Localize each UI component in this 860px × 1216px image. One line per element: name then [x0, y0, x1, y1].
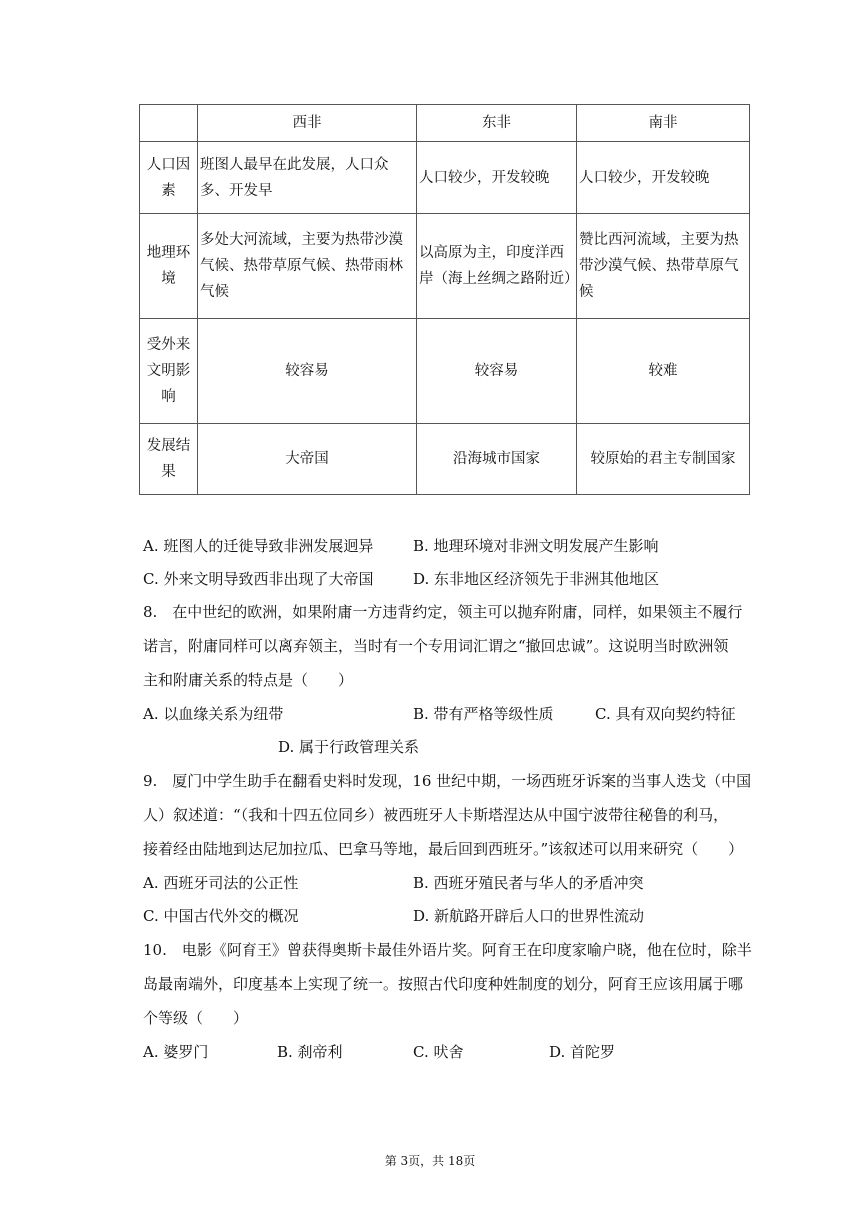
table-row	[140, 319, 750, 424]
table-row	[140, 214, 750, 319]
table-cell: 较容易	[198, 319, 417, 424]
table-header-cell: 南非	[577, 105, 750, 142]
table-row	[140, 142, 750, 214]
q9-stem-line: 接着经由陆地到达尼加拉瓜、巴拿马等地，最后回到西班牙。”该叙述可以用来研究（ ）	[143, 840, 744, 858]
table-cell: 班图人最早在此发展，人口众多、开发早	[198, 142, 417, 214]
table-cell: 人口较少，开发较晚	[417, 142, 577, 214]
table-cell: 沿海城市国家	[417, 424, 577, 495]
row-label: 发展结果	[140, 424, 198, 495]
q10-stem-line: 10. 电影《阿育王》曾获得奥斯卡最佳外语片奖。阿育王在印度家喻户晓，他在位时，除半	[143, 941, 752, 959]
q8-option-d[interactable]: D. 属于行政管理关系	[278, 738, 420, 756]
q8-option-a[interactable]: A. 以血缘关系为纽带	[143, 705, 284, 723]
q9-stem-line: 9. 厦门中学生助手在翻看史料时发现，16 世纪中期，一场西班牙诉案的当事人迭戈（中国	[143, 772, 752, 790]
table-cell: 赞比西河流域，主要为热带沙漠气候、热带草原气候	[577, 214, 750, 319]
table-cell: 大帝国	[198, 424, 417, 495]
table-cell: 多处大河流域，主要为热带沙漠气候、热带草原气候、热带雨林气候	[198, 214, 417, 319]
q9-option-d[interactable]: D. 新航路开辟后人口的世界性流动	[413, 907, 645, 925]
table-header-cell: 西非	[198, 105, 417, 142]
table-cell: 较难	[577, 319, 750, 424]
q8-option-c[interactable]: C. 具有双向契约特征	[595, 705, 736, 723]
comparison-table	[139, 104, 750, 495]
table-header-cell: 东非	[417, 105, 577, 142]
q8-stem-line: 8. 在中世纪的欧洲，如果附庸一方违背约定，领主可以抛弃附庸，同样，如果领主不履行	[143, 603, 743, 621]
q9-option-a[interactable]: A. 西班牙司法的公正性	[143, 874, 299, 892]
table-header-row	[140, 105, 750, 142]
table-cell: 以高原为主，印度洋西岸（海上丝绸之路附近）	[417, 214, 577, 319]
q10-option-d[interactable]: D. 首陀罗	[549, 1043, 616, 1061]
row-label: 受外来文明影响	[140, 319, 198, 424]
q10-option-c[interactable]: C. 吠舍	[413, 1043, 464, 1061]
q9-stem-line: 人）叙述道：“（我和十四五位同乡）被西班牙人卡斯塔涅达从中国宁波带往秘鲁的利马，	[143, 806, 729, 824]
row-label: 地理环境	[140, 214, 198, 319]
q7-option-a[interactable]: A. 班图人的迁徙导致非洲发展迥异	[143, 537, 374, 555]
q10-option-a[interactable]: A. 婆罗门	[143, 1043, 209, 1061]
q10-stem-line: 岛最南端外，印度基本上实现了统一。按照古代印度种姓制度的划分，阿育王应该用属于哪	[143, 975, 744, 993]
table-cell: 较容易	[417, 319, 577, 424]
table-cell: 较原始的君主专制国家	[577, 424, 750, 495]
q10-stem-line: 个等级（ ）	[143, 1009, 249, 1027]
table-header-cell	[140, 105, 198, 142]
q8-stem-line: 诺言，附庸同样可以离弃领主，当时有一个专用词汇谓之“撤回忠诚”。这说明当时欧洲领	[143, 637, 729, 655]
q7-option-d[interactable]: D. 东非地区经济领先于非洲其他地区	[413, 570, 660, 588]
q8-option-b[interactable]: B. 带有严格等级性质	[413, 705, 554, 723]
q8-stem-line: 主和附庸关系的特点是（ ）	[143, 671, 354, 689]
q7-option-b[interactable]: B. 地理环境对非洲文明发展产生影响	[413, 537, 659, 555]
q7-option-c[interactable]: C. 外来文明导致西非出现了大帝国	[143, 570, 374, 588]
page-footer: 第 3页，共 18页	[384, 1154, 476, 1168]
q9-option-b[interactable]: B. 西班牙殖民者与华人的矛盾冲突	[413, 874, 644, 892]
q10-option-b[interactable]: B. 刹帝利	[277, 1043, 343, 1061]
table-cell: 人口较少，开发较晚	[577, 142, 750, 214]
table-row	[140, 424, 750, 495]
q9-option-c[interactable]: C. 中国古代外交的概况	[143, 907, 299, 925]
row-label: 人口因素	[140, 142, 198, 214]
